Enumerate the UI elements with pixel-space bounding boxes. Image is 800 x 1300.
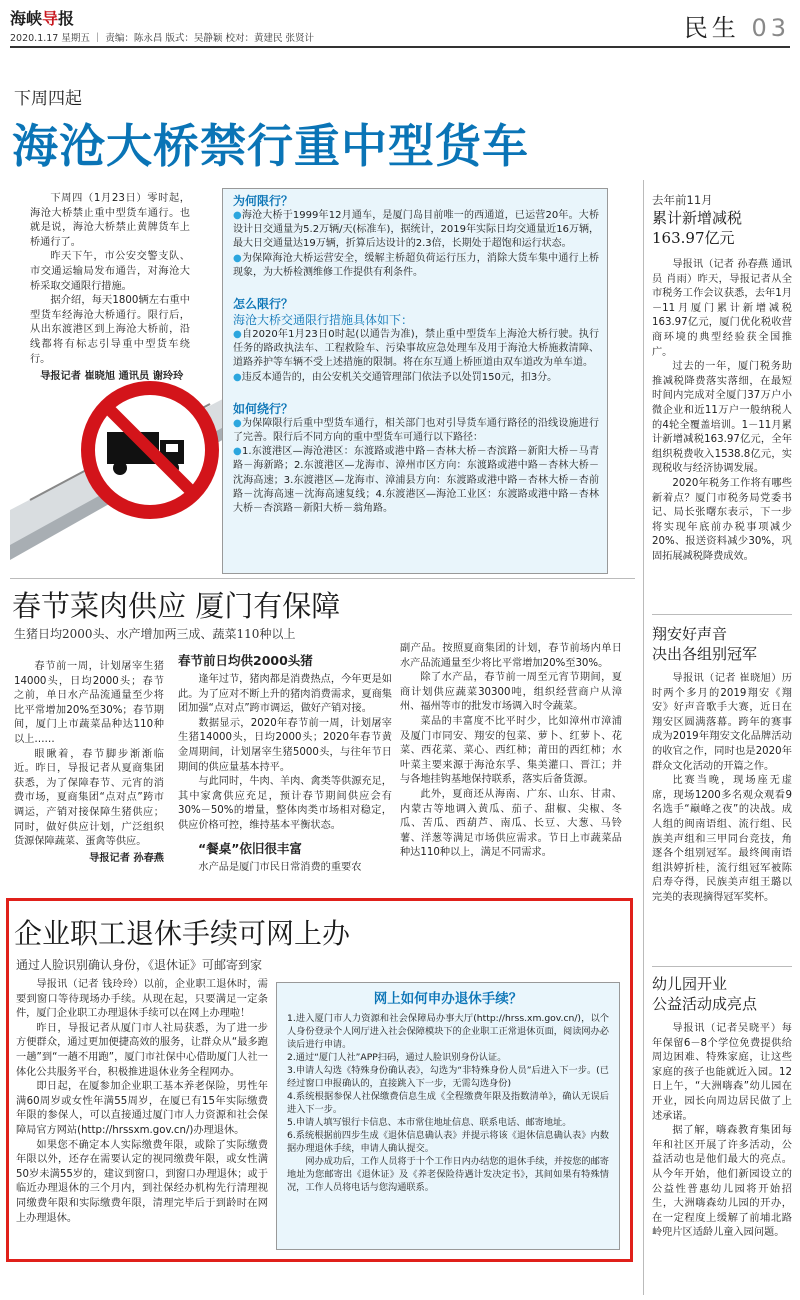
story3-body	[16, 978, 268, 1226]
byline: 导报记者 孙春燕	[89, 852, 164, 864]
story1-kicker: 下周四起	[14, 89, 82, 109]
sidebar3-headline: 公益活动成亮点	[652, 995, 758, 1013]
section-rule	[652, 966, 792, 967]
step: 6.系统根据前四步生成《退休信息确认表》并提示将该《退休信息确认表》内数据办理退休手续，申请人确认提交。	[287, 1130, 609, 1154]
section-rule	[10, 578, 635, 579]
paragraph: 据了解，嗨森教育集团每年和社区开展了许多活动，公益活动也是他们最大的亮点。从今年开始，他们新园设立的公益性普惠幼儿园将开始招生，大洲嗨森幼儿园的开办，在一定程度上缓解了前埔北路岭兜片区适龄儿童入园问题。	[652, 1125, 792, 1239]
paragraph: 下周四（1月23日）零时起，海沧大桥禁止重中型货车通行。也就是说，海沧大桥禁止黄牌货车上桥通行了。	[30, 193, 190, 248]
story3-steps-box	[276, 982, 620, 1250]
sidebar1	[652, 192, 792, 564]
paragraph: 即日起，在厦参加企业职工基本养老保险，男性年满60周岁或女性年满55周岁，在厦已有15年实际缴费年限的参保人，可以直接通过厦门市人力资源和社会保障局官方网站(http://hrssxm.gov.cn/)办理退休。	[16, 1081, 268, 1136]
paragraph: 如果您不确定本人实际缴费年限，或除了实际缴费年限以外，还存在需要认定的视同缴费年限，或女性满50岁未满55岁的，建议到窗口，到窗口办理退休；或于临近办理退休的三个月内，到社保经办机构先行清理视同缴费年限和实际缴费年限，清理完毕后于到龄时在网上办理退休。	[16, 1139, 268, 1224]
paragraph: 菜品的丰富度不比平时少，比如漳州市漳浦及厦门市同安、翔安的包菜、萝卜、红萝卜、花菜、西花菜、菜心、西红柿；莆田的西红柿；水叶菜主要来源于海沧东孚、集美灌口、晋江；并与各地挂钩基地保持联系，落实后备货源。	[400, 715, 622, 786]
issue-meta: 2020.1.17 星期五 ｜ 责编：陈永昌 版式：吴静颖 校对：黄建民 张贤计	[10, 33, 314, 44]
steps-box-title: 网上如何申办退休手续？	[373, 991, 523, 1007]
sidebar2-headline: 翔安好声音	[652, 625, 728, 643]
story2-col1	[14, 660, 164, 866]
subheading: 春节前日均供2000头猪	[178, 653, 313, 668]
box-question-detour: 如何绕行？	[233, 401, 294, 416]
story1-headline: 海沧大桥禁行重中型货车	[12, 119, 529, 173]
sidebar2	[652, 624, 792, 906]
paragraph: 昨日，导报记者从厦门市人社局获悉，为了进一步方便群众，通过更加便捷高效的服务，让群众从“最多跑一趟”到“一趟不用跑”，厦门市社保中心借助厦门人社一体化公共服务平台，积极推进退休业务全程网办。	[16, 1022, 268, 1078]
paragraph: 导报讯（记者吴晓平）每年保留6－8个学位免费提供给周边困难、特殊家庭，让这些家庭的孩子也能就近入园。12日上午，“大洲嗨森”幼儿园在开业，园长向周边居民做了上述承诺。	[652, 1023, 792, 1122]
column-divider	[643, 180, 644, 1295]
box-answer: ●海沧大桥于1999年12月通车，是厦门岛目前唯一的西通道，已运营20年。大桥设计日交通量为5.2万辆/天(标准车)，据统计，2019年实际日均交通量近16万辆，最大日交通量达19万辆，折算后达设计的2.3倍，长期处于超饱和运行状态。	[233, 210, 599, 250]
paragraph: 与此同时，牛肉、羊肉、禽类等供源充足，其中家禽供应充足，预计春节期间供应会有30%－50%的增量，整体肉类市场相对稳定，供应价格可控，维持基本平衡状态。	[178, 776, 392, 831]
box-question-why: 为何限行？	[233, 194, 294, 208]
paragraph: 2020年税务工作将有哪些新着点？厦门市税务局党委书记、局长张曙东表示，下一步将实现年底前办税事项减少20%、报送资料减少30%，巩固拓展减税降费成效。	[652, 477, 792, 562]
paragraph: 昨天下午，市公安交警支队、市交通运输局发布通告，对海沧大桥采取交通限行措施。	[30, 251, 190, 292]
sidebar1-headline: 累计新增减税163.97亿元	[652, 209, 743, 247]
paragraph: 此外，夏商还从海南、广东、山东、甘肃、内蒙古等地调入黄瓜、茄子、甜椒、尖椒、冬瓜、苦瓜、西葫芦、南瓜、长豆、大葱、马铃薯、洋葱等满足市场供应需求。节日上市蔬菜品种达110种以上，满足不同需求。	[400, 788, 622, 859]
step: 5.申请人填写银行卡信息、本市常住地址信息、联系电话、邮寄地址。	[287, 1117, 572, 1128]
step: 4.系统根据参保人社保缴费信息生成《全程缴费年限及指数清单》，确认无误后进入下一步。	[287, 1091, 609, 1115]
paragraph: 春节前一周，计划屠宰生猪14000头，日均2000头；春节之前，单日水产品流通量至少将比平常增加20%至30%；春节期间，厦门上市蔬菜品种达110种以上……	[14, 661, 164, 745]
newspaper-logo: 海峡导报	[10, 9, 75, 28]
section-label: 民生 03	[683, 14, 790, 42]
box-answer: ●违反本通告的，由公安机关交通管理部门依法予以处罚150元，扣3分。	[233, 371, 558, 383]
sidebar1-kicker: 去年前11月	[652, 193, 713, 207]
header-rule	[10, 46, 790, 48]
paragraph: 水产品是厦门市民日常消费的重要农	[198, 861, 362, 873]
step: 3.申请人勾选《特殊身份确认表》，勾选为“非特殊身份人员”后进入下一步。(已经过窗口申报确认的，直接跳入下一步，无需勾选身份)	[287, 1065, 609, 1089]
story1-info-box	[222, 188, 608, 574]
sidebar3-headline: 幼儿园开业	[652, 975, 728, 993]
paragraph: 据介绍，每天1800辆左右重中型货车经海沧大桥通行。限行后，从出东渡港区到上海沧大桥前，沿线都将有标志引导重中型货车绕行。	[30, 295, 190, 365]
step-note: 网办成功后，工作人员将于十个工作日内办结您的退休手续，并按您的邮寄地址为您邮寄出《退休证》及《养老保险待遇计发决定书》，其间如果有特殊情况，工作人员将电话与您沟通联系。	[287, 1156, 609, 1193]
box-answer: ●为保障海沧大桥运营安全，缓解主桥超负荷运行压力，消除大货车集中通行上桥现象，为大桥检测维修工作提供有利条件。	[233, 252, 599, 278]
paragraph: 导报讯（记者 孙春燕 通讯员 肖雨）昨天，导报记者从全市税务工作会议获悉，去年1月－11月厦门累计新增减税163.97亿元，厦门优化税收营商环境的典型经验获全国推广。	[652, 259, 792, 358]
no-trucks-illustration	[10, 360, 240, 570]
story1-body	[30, 192, 190, 384]
box-routes: ●1.东渡港区—海沧港区：东渡路或港中路－杏林大桥－杏滨路－新阳大桥－马青路－海新路；2.东渡港区—龙海市、漳州市区方向：东渡路或港中路－杏林大桥－沈海高速；3.东渡港区—龙海市、漳浦县方向：东渡路或港中路－杏林大桥－杏前路－沈海高速－沈海高速复线；4.东渡港区—海沧工业区：东渡路或港中路－杏林大桥－杏滨路－新阳大桥－翁角路。	[233, 446, 599, 515]
story2-headline: 春节菜肉供应 厦门有保障	[12, 589, 341, 623]
paragraph: 数据显示，2020年春节前一周，计划屠宰生猪14000头，日均2000头；2020年春节黄金周期间，计划屠宰生猪5000头，与往年节日期间的供应量基本持平。	[178, 717, 392, 773]
paragraph: 逢年过节，猪肉都是消费热点，今年更是如此。为了应对不断上升的猪肉消费需求，夏商集团加强“点对点”跨市调运，做好产销对接。	[178, 674, 392, 715]
story2-col3	[400, 642, 622, 861]
step: 1.进入厦门市人力资源和社会保障局办事大厅(http://hrss.xm.gov.cn/)，以个人身份登录个人网厅进入社会保障模块下的企业职工正常退休页面，阅读网办必读后进行申请。	[287, 1013, 609, 1050]
paragraph: 导报讯（记者 崔晓旭）历时两个多月的2019翔安《翔安》好声音歌手大赛，近日在翔安区圆满落幕。跨年的赛事成为2019年翔安文化品牌活动的收官之作，同时也是2020年群众文化活动的开篇之作。	[652, 673, 792, 772]
step: 2.通过“厦门人社”APP扫码，通过人脸识别身份认证。	[287, 1052, 507, 1063]
story2-col2	[178, 652, 392, 875]
paragraph: 过去的一年，厦门税务助推减税降费落实落细，在最短时间内完成对全厦门37万户小微企业和近11万户一般纳税人的4轮全覆盖培训。1－11月累计新增减税163.97亿元，全年组织税费收入1538.8亿元，实现税收与经济协调发展。	[652, 361, 792, 475]
paragraph: 眼瞅着，春节脚步渐渐临近。昨日，导报记者从夏商集团获悉，为了保障春节、元宵的消费市场，夏商集团“点对点”跨市调运，产销对接保障生猪供应；同时，做好供应计划，广泛组织货源保障蔬菜、蛋禽等供应。	[14, 748, 164, 848]
paragraph: 副产品。按照夏商集团的计划，春节前场内单日水产品流通量至少将比平常增加20%至30%。	[400, 643, 622, 669]
box-subheading: 海沧大桥交通限行措施具体如下：	[233, 313, 414, 328]
story3-subhead: 通过人脸识别确认身份，《退休证》可邮寄到家	[16, 958, 263, 972]
sidebar2-headline: 决出各组别冠军	[652, 645, 758, 663]
box-answer: ●自2020年1月23日0时起(以通告为准)，禁止重中型货车上海沧大桥行驶。执行任务的路政执法车、工程救险车、污染事故应急处理车及用于海沧大桥施救清障、道路养护等车辆不受上述措施的限制。将在东互通上桥匝道由双车道改为单车道。	[233, 329, 600, 369]
byline: 导报记者 崔晓旭 通讯员 谢玲玲	[40, 371, 184, 383]
subheading: “餐桌”依旧很丰富	[198, 840, 302, 856]
story3-headline: 企业职工退休手续可网上办	[14, 917, 351, 950]
page-number: 03	[751, 14, 790, 42]
story2-subhead: 生猪日均2000头、水产增加两三成、蔬菜110种以上	[14, 627, 296, 641]
paragraph: 比赛当晚，现场座无虚席，现场1200多名观众观看9名选手“巅峰之夜”的决战。成人组的闽南语组、流行组、民族美声组和三甲同台竞技，角逐各个组别冠军。最终闽南语组洪婷折桂，流行组冠军被陈启寿夺得，民族美声组王璐以完美的表现摘得冠军奖杯。	[652, 775, 792, 903]
box-question-how: 怎么限行？	[233, 297, 294, 312]
paragraph: 导报讯（记者 钱玲玲）以前，企业职工退休时，需要到窗口等待现场办手续。从现在起，只要满足一定条件，厦门企业职工办理退休手续可以在网上办理啦！	[16, 979, 268, 1020]
sidebar3	[652, 974, 792, 1241]
section-rule	[652, 614, 792, 615]
paragraph: 除了水产品，春节前一周至元宵节期间，夏商计划供应蔬菜30300吨，组织经营商户从漳州、福州等市的批发市场调入时令蔬菜。	[400, 672, 622, 713]
box-answer: ●为保障限行后重中型货车通行，相关部门也对引导货车通行路径的沿线设施进行了完善。限行后不同方向的重中型货车可通行以下路径：	[233, 417, 599, 444]
